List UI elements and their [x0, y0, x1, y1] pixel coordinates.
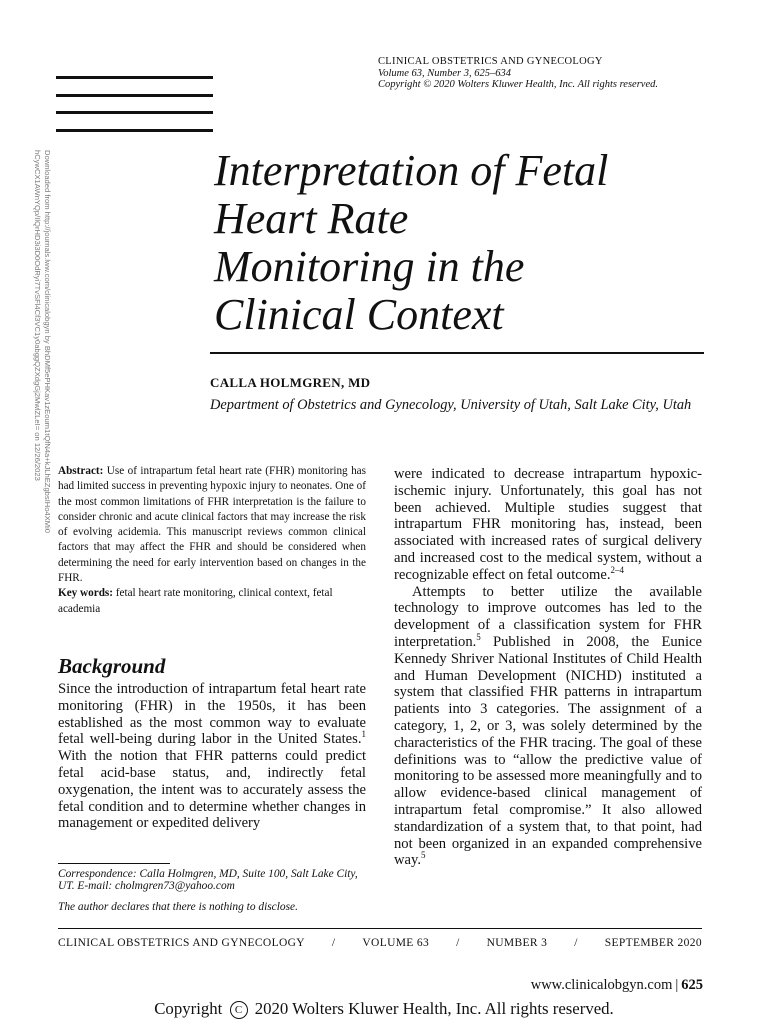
download-watermark-line: hCywCX1AWnYQp/IlQrHD3i3D0OdRyi7TvSFl4Cf3VC1y0abggQZXdgGj2MwlZLeI= on 12/26/2023 — [33, 150, 42, 481]
title-rule — [210, 352, 704, 354]
citation-ref: 5 — [476, 632, 481, 643]
author-affiliation: Department of Obstetrics and Gynecology, University of Utah, Salt Lake City, Utah — [210, 397, 692, 413]
correspondence-note: Correspondence: Calla Holmgren, MD, Suite 100, Salt Lake City, UT. E-mail: cholmgren73@yahoo.com — [58, 868, 358, 893]
footer-separator: / — [331, 937, 336, 949]
journal-copyright: Copyright © 2020 Wolters Kluwer Health, Inc. All rights reserved. — [378, 79, 658, 90]
copyright-circle-icon: C — [230, 1001, 248, 1019]
citation-ref: 1 — [361, 729, 366, 740]
download-watermark-line: Downloaded from http://journals.lww.com/clinicalobgyn by BhDMf5ePHKav1zEoum1tQfN4a+kJLhEZgbsIHo4XMi0 — [43, 150, 52, 534]
journal-volume-pages: Volume 63, Number 3, 625–634 — [378, 67, 511, 79]
abstract-paragraph — [58, 464, 366, 586]
background-paragraph: Since the introduction of intrapartum fetal heart rate monitoring (FHR) in the 1950s, it has been established as the most common way to evaluate fetal well-being during labor in the United States.$^1$ With the notion that FHR patterns could predict fetal acid-base status, and, indirectly fetal oxygenation, the intent was to accurately assess the fetal condition and to determine whether changes in management or expedited delivery — [58, 681, 366, 832]
download-watermark — [14, 150, 52, 550]
title-line: Monitoring in the — [214, 242, 525, 291]
copyright-prefix: Copyright — [154, 999, 223, 1018]
title-line: Clinical Context — [214, 290, 504, 339]
journal-name: CLINICAL OBSTETRICS AND GYNECOLOGY — [378, 56, 603, 67]
author-name: CALLA HOLMGREN, MD — [210, 375, 371, 390]
abstract-text: Use of intrapartum fetal heart rate (FHR) monitoring has had limited success in preventing hypoxic injury to neonates. One of the most common limitations of FHR interpretation is the failure to consider chronic and acute clinical factors that may increase the risk of evolving acidemia. This manuscript reviews common clinical factors that may affect the FHR and should be considered when determining the need for early intervention based on changes in the FHR. — [58, 465, 366, 585]
website-link[interactable]: www.clinicalobgyn.com — [530, 977, 673, 993]
article-title — [214, 147, 714, 339]
decorative-bar — [56, 76, 213, 79]
footer-separator: / — [456, 937, 460, 949]
disclosure-note: The author declares that there is nothing to disclose. — [58, 901, 298, 913]
citation-ref: 5 — [421, 850, 426, 861]
keywords-text: fetal heart rate monitoring, clinical context, fetal academia — [58, 587, 333, 615]
title-line: Heart Rate — [214, 194, 409, 243]
running-footer — [58, 937, 702, 949]
footer-divider: | — [675, 977, 679, 993]
footer-journal: CLINICAL OBSTETRICS AND GYNECOLOGY — [58, 937, 305, 949]
background-heading: Background — [58, 654, 166, 678]
footer-date: SEPTEMBER 2020 — [604, 937, 702, 949]
citation-ref: 2–4 — [610, 564, 624, 575]
title-line: Interpretation of Fetal — [214, 146, 609, 195]
decorative-bar — [56, 94, 213, 97]
body-paragraph: Attempts to better utilize the available technology to improve outcomes has led to the development of a classification system for FHR interpretation.$^5$ Published in 2008, the Eunice Kennedy Shriver National Institutes of Child Health and Human Development (NICHD) instituted a system that classified FHR patterns in intrapartum patients into 3 categories. The assignment of a category, 1, 2, or 3, was solely determined by the characteristics of the FHR tracing. The goal of these definitions was to “allow the predictive value of monitoring to be assessed more meaningfully and to allow evidence-based clinical management of intrapartum fetal compromise.” It also allowed standardization of a system that, to that point, had not been organized in an expanded comprehensive way.$^5$ — [394, 583, 702, 869]
decorative-bars — [56, 76, 213, 146]
page-number: 625 — [681, 977, 703, 993]
footer-separator: / — [574, 937, 578, 949]
copyright-suffix: 2020 Wolters Kluwer Health, Inc. All rights reserved. — [254, 999, 614, 1018]
copyright-line — [0, 999, 768, 1019]
footer-rule — [58, 928, 702, 929]
footer-volume: VOLUME 63 — [362, 937, 430, 949]
page-footer — [531, 977, 703, 994]
abstract-label: Abstract: — [58, 465, 104, 477]
journal-header — [378, 56, 708, 91]
keywords-paragraph — [58, 586, 366, 617]
body-paragraph: were indicated to decrease intrapartum hypoxic-ischemic injury. Unfortunately, this goal has not been achieved. Multiple studies suggest that intrapartum FHR monitoring has, instead, been associated with increased rates of surgical delivery and increased cost to the medical system, without a recognizable effect on fetal outcome.$^{2-4}$ — [394, 466, 702, 583]
footer-number: NUMBER 3 — [486, 937, 548, 949]
right-column — [394, 466, 702, 869]
footnote-rule — [58, 863, 170, 864]
abstract-block — [58, 464, 366, 617]
decorative-bar — [56, 129, 213, 132]
decorative-bar — [56, 111, 213, 114]
keywords-label: Key words: — [58, 587, 113, 600]
